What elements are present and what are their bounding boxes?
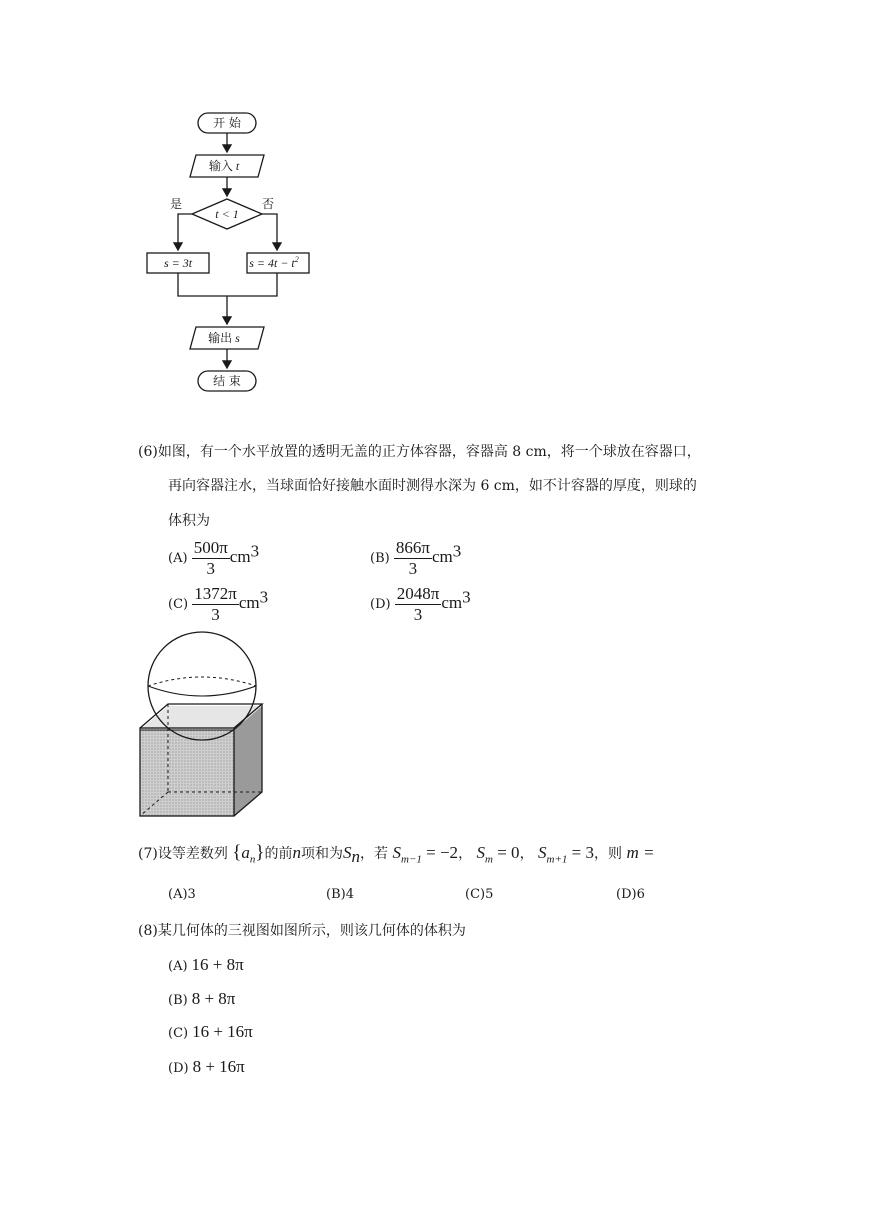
q7-option-b: (B)4: [326, 887, 354, 902]
svg-text:s = 4t − t2: [249, 255, 299, 270]
unit-exponent: 3: [462, 587, 471, 607]
q8-stem: [138, 921, 466, 941]
q7-cond-3: $S_{m+1} = 3$: [538, 843, 594, 866]
option-label: (D): [370, 597, 391, 612]
frac-denominator: 3: [206, 559, 215, 578]
q6-text-3: 体积为: [168, 513, 210, 529]
q7-text-1: 设等差数列: [157, 846, 228, 862]
flowchart-end-label: 结 束: [213, 374, 241, 388]
water-front: [140, 730, 234, 816]
q7-sum-sub: n: [351, 846, 361, 866]
q7-option-d: (D)6: [616, 887, 645, 902]
flowchart-right-exp: 2: [294, 255, 299, 264]
q7-text-3: 项和为: [301, 846, 344, 862]
flowchart-input-var: t: [235, 159, 240, 173]
flowchart-left-label: s = 3t: [163, 256, 193, 270]
q7-text-4: ，若: [360, 846, 389, 862]
unit: cm: [441, 593, 463, 612]
unit-exponent: 3: [250, 541, 260, 561]
flowchart-condition: t < 1: [215, 207, 239, 221]
frac-denominator: 3: [211, 605, 220, 624]
q6-option-d: [370, 584, 471, 625]
q7-option-a: (A)3: [168, 887, 196, 902]
seq-term: a: [241, 843, 250, 862]
option-label: (B): [370, 551, 390, 566]
q7-n: n: [292, 843, 302, 862]
flowchart-no-label: 否: [261, 197, 275, 211]
option-label: (A): [168, 551, 188, 566]
flowchart-output-label: 输出: [208, 331, 233, 345]
svg-text:输入t: [209, 158, 240, 173]
option-label: (C): [168, 597, 189, 612]
unit-exponent: 3: [259, 587, 269, 607]
q6-number: (6): [138, 444, 158, 460]
svg-text:输出s: [208, 330, 240, 345]
unit: cm: [431, 547, 453, 566]
sphere: [148, 632, 256, 740]
q7-number: (7): [138, 846, 158, 862]
q8-option-b: (B) 8 + 8π: [168, 989, 236, 1008]
frac-denominator: 3: [408, 559, 418, 578]
q8-option-c: (C) 16 + 16π: [168, 1022, 253, 1041]
q7-text-2: 的前: [264, 846, 293, 862]
q7-sequence: $\{a_n\}$: [232, 842, 265, 866]
unit: cm: [229, 547, 251, 566]
sphere-cube-figure: [136, 628, 276, 824]
unit: cm: [238, 593, 260, 612]
flowchart-diagram: [130, 100, 370, 400]
q8-number: (8): [138, 923, 158, 939]
q6-option-c: [168, 584, 268, 625]
q8-text: 某几何体的三视图如图所示，则该几何体的体积为: [157, 923, 466, 939]
q7-stem: (7)设等差数列 $\{a_n\}$的前n项和为$S_n$，若 $S_{m-1} = -2$， $S_m = 0$， $S_{m+1} = 3$，则 m =: [138, 842, 655, 866]
frac-numerator: 866π: [395, 538, 430, 557]
q6-text-1: 如图，有一个水平放置的透明无盖的正方体容器，容器高 8 cm，将一个球放在容器口，: [157, 444, 701, 460]
q6-option-b: [370, 538, 461, 579]
q8-option-d: (D) 8 + 16π: [168, 1057, 245, 1076]
q7-text-5: ，则: [593, 846, 622, 862]
flowchart-start-label: 开 始: [213, 116, 241, 130]
q7-m-eq: m =: [626, 843, 655, 862]
flowchart-yes-label: 是: [169, 197, 183, 211]
frac-numerator: 1372π: [194, 584, 237, 603]
q7-cond-2: $S_m = 0$: [476, 843, 520, 866]
unit-exponent: 3: [452, 541, 462, 561]
q7-option-c: (C)5: [465, 887, 494, 902]
frac-numerator: 2048π: [396, 584, 440, 603]
q7-sum-S: S: [343, 843, 352, 862]
frac-numerator: 500π: [193, 538, 228, 557]
q7-cond-1: $S_{m-1} = -2$: [392, 843, 459, 866]
q6-line-1: [138, 442, 701, 462]
seq-sub: n: [249, 853, 256, 866]
q8-option-a: (A) 16 + 8π: [168, 955, 244, 974]
flowchart-right-label: s = 4t − t: [249, 256, 295, 270]
q6-text-2: 再向容器注水，当球面恰好接触水面时测得水深为 6 cm，如不计容器的厚度，则球的: [168, 478, 697, 494]
flowchart-input-label: 输入: [208, 159, 233, 173]
flowchart-output-var: s: [235, 331, 240, 345]
q6-option-a: [168, 538, 259, 579]
frac-denominator: 3: [413, 605, 423, 624]
